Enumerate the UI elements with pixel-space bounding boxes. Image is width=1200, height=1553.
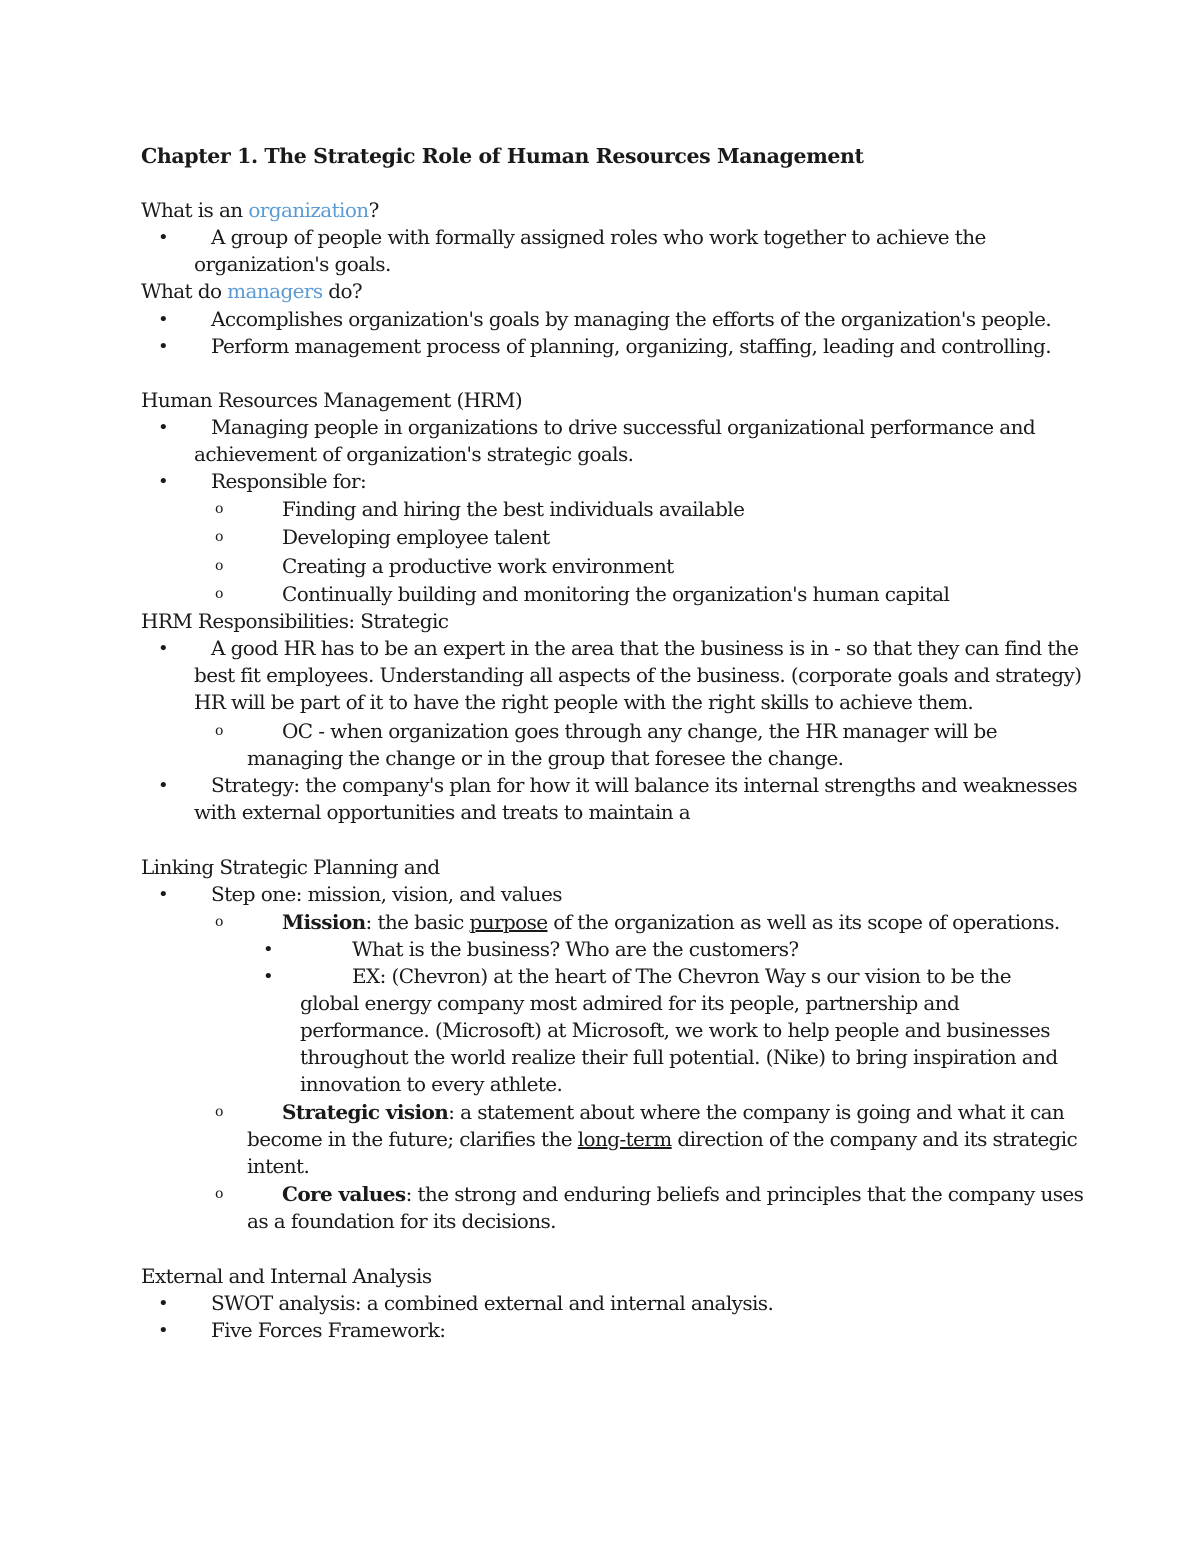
- definition-text: : a statement about where the company is going and what it can: [448, 1100, 1065, 1124]
- managers-link[interactable]: managers: [227, 279, 323, 303]
- sub-bullet-text: Developing employee talent: [282, 525, 550, 549]
- definition-text: : the basic: [365, 910, 470, 934]
- bullet-icon: •: [158, 471, 169, 492]
- circle-bullet-icon: o: [215, 586, 224, 602]
- bullet-text-continued: achievement of organization's strategic goals.: [194, 442, 634, 466]
- bullet-icon: •: [158, 775, 169, 796]
- sub-bullet-text: OC - when organization goes through any change, the HR manager will be: [282, 719, 997, 743]
- bullet-text: Five Forces Framework:: [211, 1318, 446, 1342]
- circle-bullet-icon: o: [215, 1186, 224, 1202]
- section-heading-strategic: HRM Responsibilities: Strategic: [141, 609, 449, 633]
- bullet-text: Strategy: the company's plan for how it will balance its internal strengths and weaknesses: [211, 773, 1078, 797]
- definition-text: direction of the company and its strategic: [671, 1127, 1078, 1151]
- bullet-icon: •: [158, 417, 169, 438]
- section-heading-linking: Linking Strategic Planning and: [141, 855, 440, 879]
- bullet-icon: •: [158, 638, 169, 659]
- bullet-icon: •: [158, 884, 169, 905]
- sub-bullet-text: Continually building and monitoring the organization's human capital: [282, 582, 950, 606]
- vision-definition-continued: intent.: [247, 1154, 310, 1178]
- bullet-text: A group of people with formally assigned roles who work together to achieve the: [211, 225, 986, 249]
- sub-bullet-text: Finding and hiring the best individuals available: [282, 497, 745, 521]
- circle-bullet-icon: o: [215, 529, 224, 545]
- bullet-text: A good HR has to be an expert in the area that the business is in - so that they can find the: [211, 636, 1079, 660]
- values-definition: [282, 1181, 1083, 1208]
- bullet-text-continued: best fit employees. Understanding all aspects of the business. (corporate goals and strategy): [194, 663, 1082, 687]
- definition-text: become in the future; clarifies the: [247, 1127, 578, 1151]
- vision-definition: [282, 1099, 1064, 1126]
- question-text: What is an: [141, 198, 249, 222]
- values-definition-continued: as a foundation for its decisions.: [247, 1209, 556, 1233]
- circle-bullet-icon: o: [215, 914, 224, 930]
- bullet-icon: •: [158, 336, 169, 357]
- vision-definition-continued: [247, 1126, 1077, 1153]
- mission-definition: [282, 909, 1060, 936]
- values-term: Core values: [282, 1182, 406, 1206]
- sub-sub-bullet-text-continued: global energy company most admired for its people, partnership and: [300, 991, 960, 1015]
- section-heading-hrm: Human Resources Management (HRM): [141, 388, 523, 412]
- section-heading-analysis: External and Internal Analysis: [141, 1264, 432, 1288]
- question-mark: ?: [368, 198, 379, 222]
- bullet-text: Responsible for:: [211, 469, 367, 493]
- bullet-text: Accomplishes organization's goals by managing the efforts of the organization's people.: [211, 307, 1052, 331]
- sub-bullet-text: Creating a productive work environment: [282, 554, 674, 578]
- sub-sub-bullet-text-continued: innovation to every athlete.: [300, 1072, 563, 1096]
- question-text: What do: [141, 279, 228, 303]
- bullet-icon: •: [263, 966, 274, 987]
- definition-text: : the strong and enduring beliefs and principles that the company uses: [405, 1182, 1084, 1206]
- mission-term: Mission: [282, 910, 366, 934]
- underlined-word: long-term: [577, 1127, 672, 1151]
- bullet-text-continued: organization's goals.: [194, 252, 391, 276]
- bullet-icon: •: [263, 939, 274, 960]
- bullet-icon: •: [158, 1293, 169, 1314]
- sub-bullet-text-continued: managing the change or in the group that foresee the change.: [247, 746, 844, 770]
- bullet-text-continued: with external opportunities and treats to maintain a: [194, 800, 691, 824]
- circle-bullet-icon: o: [215, 558, 224, 574]
- question-managers: [141, 278, 362, 305]
- bullet-text-continued: HR will be part of it to have the right people with the right skills to achieve them.: [194, 690, 974, 714]
- sub-sub-bullet-text-continued: throughout the world realize their full potential. (Nike) to bring inspiration and: [300, 1045, 1058, 1069]
- underlined-word: purpose: [469, 910, 548, 934]
- vision-term: Strategic vision: [282, 1100, 449, 1124]
- circle-bullet-icon: o: [215, 1104, 224, 1120]
- bullet-text: SWOT analysis: a combined external and internal analysis.: [211, 1291, 774, 1315]
- page-title: Chapter 1. The Strategic Role of Human Resources Management: [141, 144, 864, 168]
- organization-link[interactable]: organization: [248, 198, 369, 222]
- bullet-icon: •: [158, 227, 169, 248]
- question-text-end: do?: [322, 279, 363, 303]
- bullet-icon: •: [158, 309, 169, 330]
- bullet-icon: •: [158, 1320, 169, 1341]
- bullet-text: Perform management process of planning, organizing, staffing, leading and controlling.: [211, 334, 1052, 358]
- bullet-text: Managing people in organizations to drive successful organizational performance and: [211, 415, 1036, 439]
- sub-sub-bullet-text: What is the business? Who are the customers?: [352, 937, 799, 961]
- sub-sub-bullet-text: EX: (Chevron) at the heart of The Chevron Way s our vision to be the: [352, 964, 1011, 988]
- sub-sub-bullet-text-continued: performance. (Microsoft) at Microsoft, we work to help people and businesses: [300, 1018, 1050, 1042]
- question-organization: [141, 197, 379, 224]
- definition-text: of the organization as well as its scope of operations.: [547, 910, 1060, 934]
- circle-bullet-icon: o: [215, 501, 224, 517]
- circle-bullet-icon: o: [215, 723, 224, 739]
- bullet-text: Step one: mission, vision, and values: [211, 882, 562, 906]
